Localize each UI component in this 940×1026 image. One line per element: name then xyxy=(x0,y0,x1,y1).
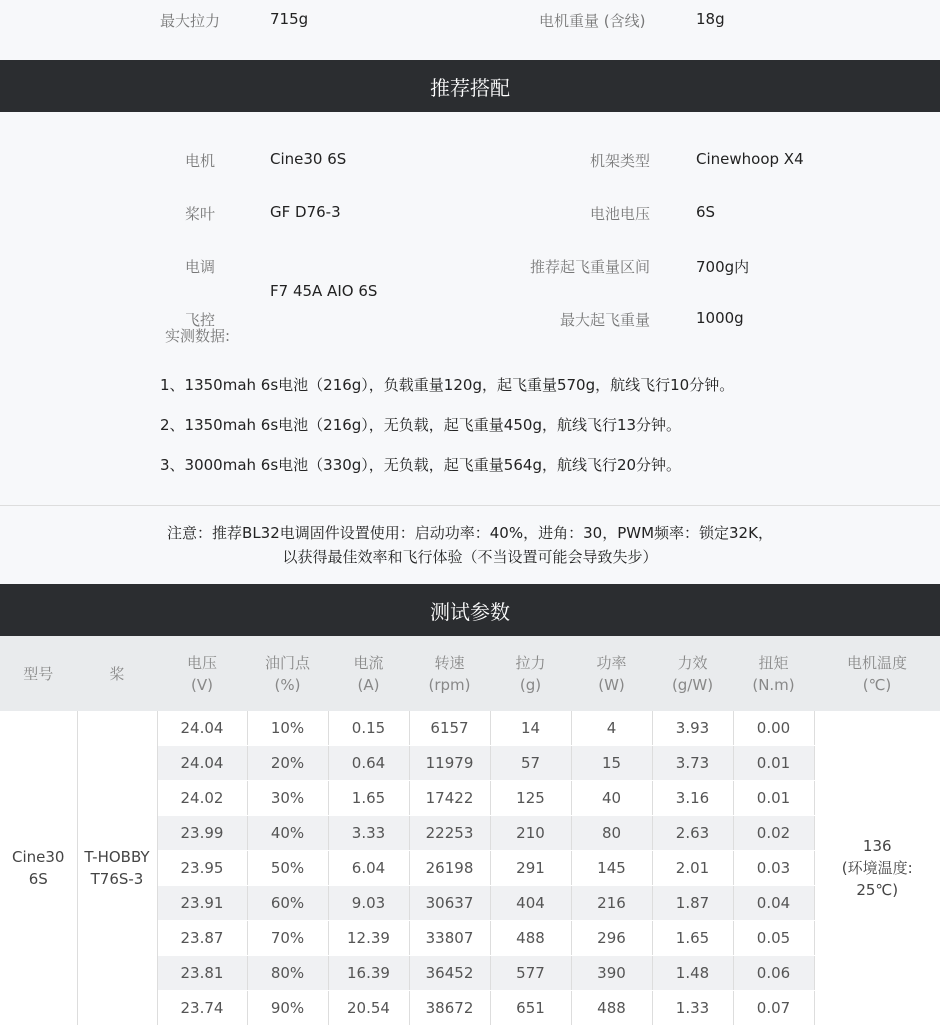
column-header-unit: (W) xyxy=(598,675,625,694)
table-cell: 24.04 xyxy=(157,746,247,781)
table-cell: 3.16 xyxy=(652,781,733,816)
table-cell: 1.65 xyxy=(652,921,733,956)
table-cell: 10% xyxy=(247,711,328,746)
measured-run-3: 3、3000mah 6s电池（330g），无负载，起飞重量564g，航线飞行20分钟。 xyxy=(160,456,682,474)
column-header xyxy=(733,636,814,711)
motor-value: Cine30 6S xyxy=(270,150,347,168)
column-header-name: 扭矩 xyxy=(758,653,789,672)
frame-label: 机架类型 xyxy=(589,152,650,170)
column-header xyxy=(77,636,157,711)
esc-fc-value: F7 45A AIO 6S xyxy=(270,282,378,300)
column-header xyxy=(652,636,733,711)
table-cell: 30% xyxy=(247,781,328,816)
temperature-text: (环境温度: xyxy=(841,859,913,877)
table-cell: 488 xyxy=(490,921,571,956)
table-cell: 216 xyxy=(571,886,652,921)
top-spec-row xyxy=(0,0,940,60)
column-header-unit: (g) xyxy=(519,675,542,694)
table-cell: 57 xyxy=(490,746,571,781)
table-cell: 23.81 xyxy=(157,956,247,991)
column-header xyxy=(157,636,247,711)
table-cell: 3.73 xyxy=(652,746,733,781)
measured-run-1: 1、1350mah 6s电池（216g），负载重量120g，起飞重量570g，航线飞行10分钟。 xyxy=(160,376,735,394)
table-cell: 80% xyxy=(247,956,328,991)
column-header-name: 桨 xyxy=(109,664,125,683)
column-header-unit: (N.m) xyxy=(752,675,795,694)
max-weight-value: 1000g xyxy=(696,309,744,327)
table-cell: 90% xyxy=(247,991,328,1026)
table-cell: 12.39 xyxy=(328,921,409,956)
table-cell: 145 xyxy=(571,851,652,886)
table-cell: 23.99 xyxy=(157,816,247,851)
motor-temperature-cell xyxy=(814,711,940,1026)
table-cell: 0.01 xyxy=(733,781,814,816)
column-header xyxy=(409,636,490,711)
motor-model-cell: Cine30 6S xyxy=(0,711,77,1026)
esc-label: 电调 xyxy=(185,258,216,276)
temperature-text: 25℃) xyxy=(856,881,899,899)
table-cell: 0.64 xyxy=(328,746,409,781)
table-cell: 651 xyxy=(490,991,571,1026)
table-cell: 3.93 xyxy=(652,711,733,746)
table-cell: 15 xyxy=(571,746,652,781)
table-cell: 0.00 xyxy=(733,711,814,746)
table-cell: 125 xyxy=(490,781,571,816)
table-cell: 2.01 xyxy=(652,851,733,886)
table-cell: 0.02 xyxy=(733,816,814,851)
measured-runs-list xyxy=(0,365,940,485)
table-cell: 4 xyxy=(571,711,652,746)
table-cell: 80 xyxy=(571,816,652,851)
table-cell: 404 xyxy=(490,886,571,921)
table-header-row xyxy=(0,636,940,711)
column-header-unit: (A) xyxy=(357,675,380,694)
table-cell: 2.63 xyxy=(652,816,733,851)
table-cell: 577 xyxy=(490,956,571,991)
motor-weight-value: 18g xyxy=(696,10,725,28)
table-cell: 23.91 xyxy=(157,886,247,921)
table-cell: 291 xyxy=(490,851,571,886)
table-cell: 210 xyxy=(490,816,571,851)
table-cell: 70% xyxy=(247,921,328,956)
table-cell: 50% xyxy=(247,851,328,886)
table-cell: 36452 xyxy=(409,956,490,991)
table-cell: 24.04 xyxy=(157,711,247,746)
voltage-value: 6S xyxy=(696,203,716,221)
table-cell: 14 xyxy=(490,711,571,746)
max-thrust-label: 最大拉力 xyxy=(160,12,221,30)
table-cell: 16.39 xyxy=(328,956,409,991)
column-header xyxy=(0,636,77,711)
column-header xyxy=(571,636,652,711)
motor-weight-label: 电机重量 (含线) xyxy=(539,12,646,30)
column-header xyxy=(328,636,409,711)
column-header-name: 电流 xyxy=(353,653,384,672)
table-cell: 9.03 xyxy=(328,886,409,921)
column-header xyxy=(814,636,940,711)
table-cell: 60% xyxy=(247,886,328,921)
table-cell: 1.48 xyxy=(652,956,733,991)
table-cell: 1.33 xyxy=(652,991,733,1026)
table-cell: 0.05 xyxy=(733,921,814,956)
table-cell: 3.33 xyxy=(328,816,409,851)
table-cell: 0.07 xyxy=(733,991,814,1026)
column-header-unit: (g/W) xyxy=(671,675,714,694)
column-header-name: 油门点 xyxy=(264,653,310,672)
table-cell: 23.87 xyxy=(157,921,247,956)
firmware-note xyxy=(0,506,940,584)
table-cell: 1.87 xyxy=(652,886,733,921)
table-cell: 23.95 xyxy=(157,851,247,886)
measured-run-2: 2、1350mah 6s电池（216g），无负载，起飞重量450g，航线飞行13分钟。 xyxy=(160,416,682,434)
prop-value: GF D76-3 xyxy=(270,203,341,221)
propeller-name: T76S-3 xyxy=(90,870,144,888)
max-weight-label: 最大起飞重量 xyxy=(559,311,650,329)
note-line-2: 以获得最佳效率和飞行体验（不当设置可能会导致失步） xyxy=(282,548,658,566)
motor-label: 电机 xyxy=(185,152,216,170)
column-header-unit: (rpm) xyxy=(428,675,471,694)
test-section-title: 测试参数 xyxy=(0,584,940,636)
test-parameters-table xyxy=(0,636,940,1026)
table-row xyxy=(0,711,940,746)
table-cell: 1.65 xyxy=(328,781,409,816)
column-header-name: 电机温度 xyxy=(846,653,907,672)
table-cell: 0.04 xyxy=(733,886,814,921)
column-header-unit: (V) xyxy=(191,675,213,694)
table-cell: 20.54 xyxy=(328,991,409,1026)
table-cell: 390 xyxy=(571,956,652,991)
table-cell: 0.01 xyxy=(733,746,814,781)
column-header-unit: (℃) xyxy=(862,675,892,694)
fc-label: 飞控 xyxy=(185,311,216,329)
column-header-name: 型号 xyxy=(23,664,54,683)
table-cell: 40% xyxy=(247,816,328,851)
column-header-name: 拉力 xyxy=(515,653,546,672)
table-cell: 33807 xyxy=(409,921,490,956)
column-header-name: 电压 xyxy=(186,653,217,672)
rec-weight-value: 700g内 xyxy=(696,258,750,276)
measured-data-label: 实测数据: xyxy=(165,327,231,345)
table-cell: 38672 xyxy=(409,991,490,1026)
prop-label: 桨叶 xyxy=(185,205,216,223)
table-cell: 11979 xyxy=(409,746,490,781)
table-cell: 24.02 xyxy=(157,781,247,816)
table-cell: 30637 xyxy=(409,886,490,921)
table-cell: 0.06 xyxy=(733,956,814,991)
table-cell: 6.04 xyxy=(328,851,409,886)
propeller-name: T-HOBBY xyxy=(84,848,150,866)
table-cell: 0.03 xyxy=(733,851,814,886)
column-header-name: 力效 xyxy=(677,653,708,672)
frame-value: Cinewhoop X4 xyxy=(696,150,804,168)
temperature-text: 136 xyxy=(862,837,892,855)
column-header-unit: (%) xyxy=(274,675,301,694)
table-cell: 26198 xyxy=(409,851,490,886)
table-cell: 22253 xyxy=(409,816,490,851)
recommend-specs xyxy=(0,112,940,345)
table-cell: 6157 xyxy=(409,711,490,746)
column-header xyxy=(247,636,328,711)
column-header xyxy=(490,636,571,711)
column-header-name: 功率 xyxy=(596,653,627,672)
propeller-cell xyxy=(77,711,157,1026)
recommend-section-title: 推荐搭配 xyxy=(0,60,940,112)
note-line-1: 注意：推荐BL32电调固件设置使用：启动功率：40%，进角：30，PWM频率：锁定32K， xyxy=(167,524,773,542)
voltage-label: 电池电压 xyxy=(589,205,650,223)
table-cell: 20% xyxy=(247,746,328,781)
table-cell: 17422 xyxy=(409,781,490,816)
rec-weight-label: 推荐起飞重量区间 xyxy=(529,258,650,276)
table-cell: 488 xyxy=(571,991,652,1026)
table-cell: 23.74 xyxy=(157,991,247,1026)
table-cell: 0.15 xyxy=(328,711,409,746)
table-cell: 40 xyxy=(571,781,652,816)
max-thrust-value: 715g xyxy=(270,10,309,28)
table-cell: 296 xyxy=(571,921,652,956)
column-header-name: 转速 xyxy=(434,653,465,672)
